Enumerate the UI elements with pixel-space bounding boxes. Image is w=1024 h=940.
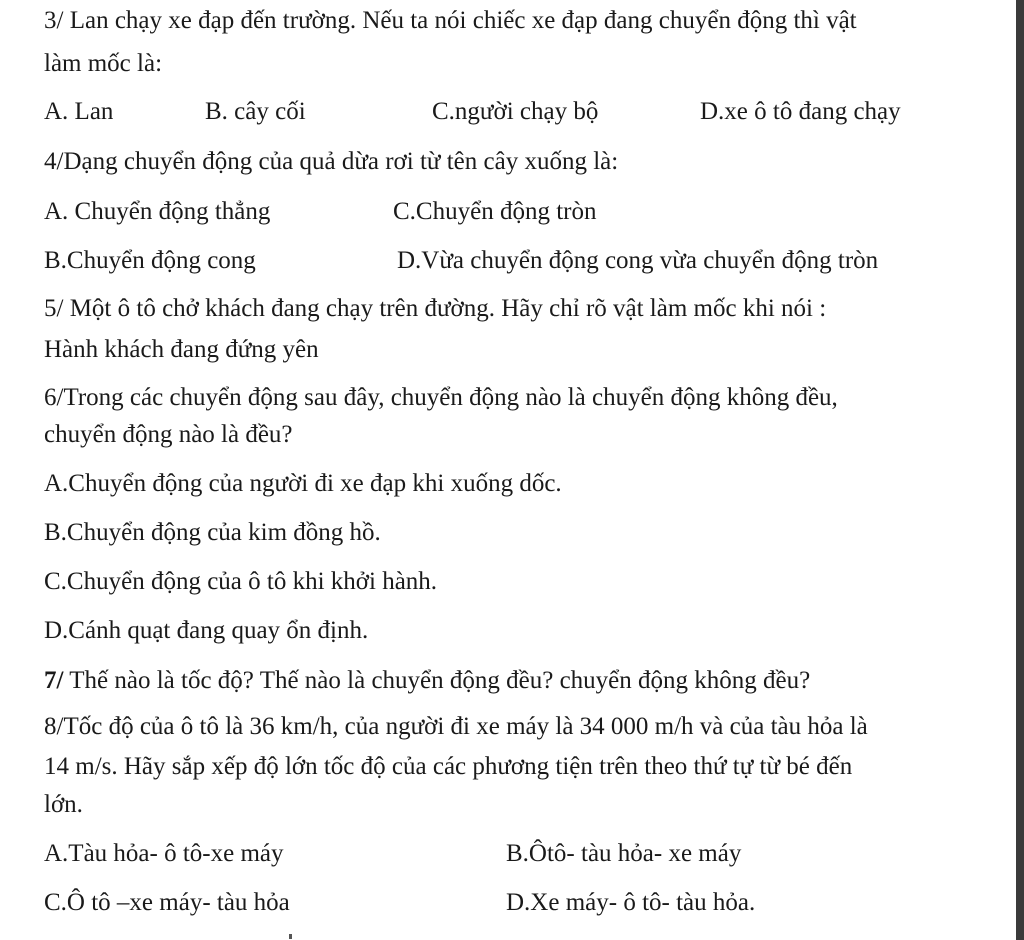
- q7-text: Thế nào là tốc độ? Thế nào là chuyển động đều? chuyển động không đều?: [63, 667, 811, 694]
- q6-option-d: D.Cánh quạt đang quay ổn định.: [44, 617, 369, 644]
- q3-line-1: 3/ Lan chạy xe đạp đến trường. Nếu ta nói chiếc xe đạp đang chuyển động thì vật: [44, 7, 857, 34]
- q5-line-1: 5/ Một ô tô chở khách đang chạy trên đường. Hãy chỉ rõ vật làm mốc khi nói :: [44, 295, 827, 322]
- q8-line-3: lớn.: [44, 791, 83, 818]
- q3-option-c: C.người chạy bộ: [432, 98, 599, 125]
- q4-option-d: D.Vừa chuyển động cong vừa chuyển động tròn: [397, 247, 879, 274]
- q8-line-2: 14 m/s. Hãy sắp xếp độ lớn tốc độ của các phương tiện trên theo thứ tự từ bé đến: [44, 753, 853, 780]
- q6-option-a: A.Chuyển động của người đi xe đạp khi xuống dốc.: [44, 470, 562, 497]
- q4-option-b: B.Chuyển động cong: [44, 247, 256, 274]
- scan-mark: [289, 934, 292, 939]
- q6-option-c: C.Chuyển động của ô tô khi khởi hành.: [44, 568, 438, 595]
- q4-option-a: A. Chuyển động thẳng: [44, 198, 271, 225]
- q8-option-d: D.Xe máy- ô tô- tàu hỏa.: [506, 889, 756, 916]
- q3-option-d: D.xe ô tô đang chạy: [700, 98, 901, 125]
- q6-line-1: 6/Trong các chuyển động sau đây, chuyển động nào là chuyển động không đều,: [44, 384, 838, 411]
- q6-line-2: chuyển động nào là đều?: [44, 421, 293, 448]
- page-edge-shadow: [1016, 0, 1024, 940]
- q8-line-1: 8/Tốc độ của ô tô là 36 km/h, của người đi xe máy là 34 000 m/h và của tàu hỏa là: [44, 713, 868, 740]
- q4-line-1: 4/Dạng chuyển động của quả dừa rơi từ tên cây xuống là:: [44, 148, 619, 175]
- q8-option-c: C.Ô tô –xe máy- tàu hỏa: [44, 889, 290, 916]
- q7-line-1: [44, 666, 810, 696]
- q8-option-b: B.Ôtô- tàu hỏa- xe máy: [506, 840, 742, 867]
- q7-number: 7/: [44, 667, 64, 694]
- q8-option-a: A.Tàu hỏa- ô tô-xe máy: [44, 840, 284, 867]
- q3-option-a: A. Lan: [44, 98, 114, 125]
- q3-line-2: làm mốc là:: [44, 50, 163, 77]
- q6-option-b: B.Chuyển động của kim đồng hồ.: [44, 519, 381, 546]
- q5-line-2: Hành khách đang đứng yên: [44, 336, 319, 363]
- q3-option-b: B. cây cối: [205, 98, 306, 125]
- q4-option-c: C.Chuyển động tròn: [393, 198, 597, 225]
